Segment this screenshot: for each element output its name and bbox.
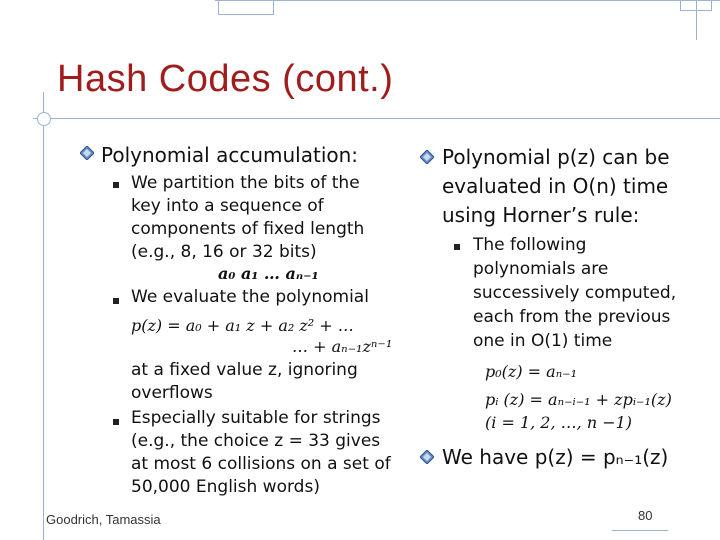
horner-formula-range: (i = 1, 2, …, n −1) <box>485 413 633 432</box>
frame-line-top <box>215 0 720 1</box>
right-item1-line2: polynomials are <box>473 259 609 279</box>
square-bullet-icon <box>454 244 460 250</box>
frame-line-horizontal <box>33 118 720 119</box>
page-number: 80 <box>638 508 653 523</box>
left-item3-line2: (e.g., the choice z = 33 gives <box>131 431 381 451</box>
diamond-bullet-icon <box>420 450 434 464</box>
right-item1-line5: one in O(1) time <box>473 331 613 351</box>
right-conclusion: We have p(z) = pₙ₋₁(z) <box>442 445 669 469</box>
left-item3-line4: 50,000 English words) <box>131 477 320 497</box>
frame-line-left <box>43 92 44 540</box>
left-item3-line3: at most 6 collisions on a set of <box>131 454 391 474</box>
right-heading-line1: Polynomial p(z) can be <box>442 145 670 169</box>
frame-line-right <box>696 0 697 40</box>
square-bullet-icon <box>113 182 119 188</box>
footer-authors: Goodrich, Tamassia <box>46 512 161 527</box>
right-item1-line4: each from the previous <box>473 307 671 327</box>
page-number-underline <box>612 530 668 531</box>
square-bullet-icon <box>113 419 119 425</box>
diamond-bullet-icon <box>420 150 434 164</box>
right-item1-line1: The following <box>473 235 587 255</box>
slide-title: Hash Codes (cont.) <box>57 58 394 100</box>
sequence-formula: a₀ a₁ … aₙ₋₁ <box>218 264 319 283</box>
horner-formula-base: p₀(z) = aₙ₋₁ <box>485 362 578 381</box>
square-bullet-icon <box>113 298 119 304</box>
left-item2-line2: at a fixed value z, ignoring <box>131 360 358 380</box>
horner-formula-step: pᵢ (z) = aₙ₋ᵢ₋₁ + zpᵢ₋₁(z) <box>485 390 672 409</box>
left-item3-line1: Especially suitable for strings <box>131 408 381 428</box>
polynomial-formula-line2: … + aₙ₋₁zⁿ⁻¹ <box>292 337 393 356</box>
right-item1-line3: successively computed, <box>473 283 677 303</box>
left-item1-line1: We partition the bits of the <box>131 173 360 193</box>
left-item2-line3: overflows <box>131 383 213 403</box>
polynomial-formula-line1: p(z) = a₀ + a₁ z + a₂ z² + … <box>131 316 354 335</box>
left-heading: Polynomial accumulation: <box>101 143 359 167</box>
left-item1-line3: components of fixed length <box>131 219 365 239</box>
right-heading-line2: evaluated in O(n) time <box>442 174 669 198</box>
frame-box-top-left <box>218 0 274 15</box>
right-heading-line3: using Horner’s rule: <box>442 203 640 227</box>
left-item1-line2: key into a sequence of <box>131 196 324 216</box>
left-item1-line4: (e.g., 8, 16 or 32 bits) <box>131 242 317 262</box>
diamond-bullet-icon <box>80 146 94 160</box>
left-item2-line1: We evaluate the polynomial <box>131 287 369 307</box>
frame-circle-icon <box>37 112 51 126</box>
